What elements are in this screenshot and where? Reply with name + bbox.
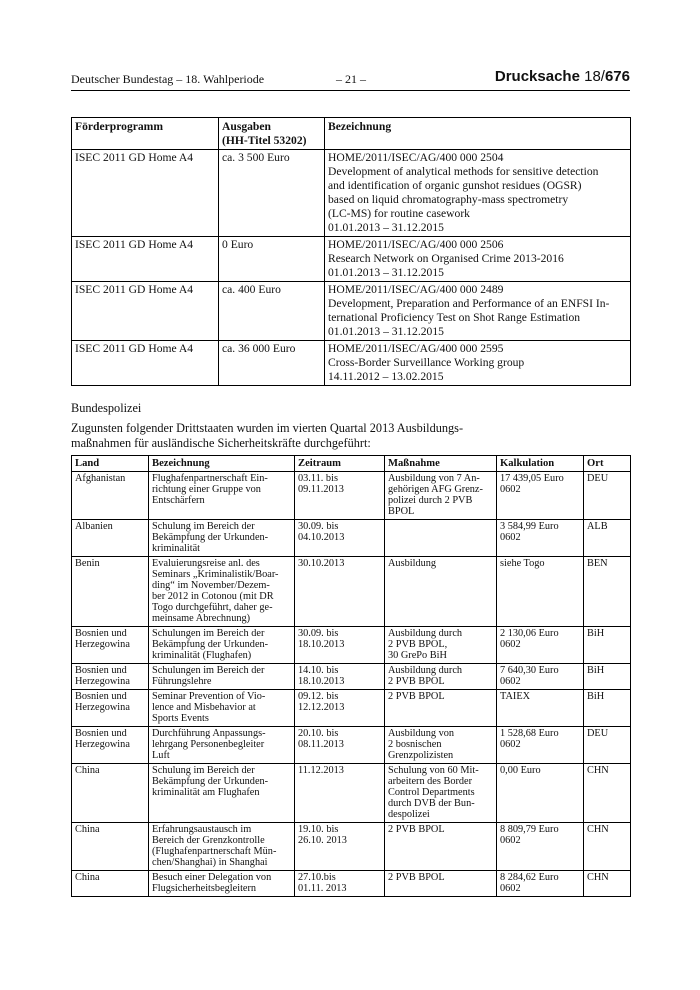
table-row: [72, 764, 631, 823]
training-table-header: [72, 456, 631, 472]
table-row: [72, 557, 631, 627]
training-cell: Ausbildung von 2 bosnischen Grenzpolizisten: [385, 727, 497, 764]
training-cell: 8 284,62 Euro 0602: [497, 871, 584, 897]
funding-cell: ca. 400 Euro: [219, 282, 325, 341]
table-row: [72, 150, 631, 237]
funding-cell: ISEC 2011 GD Home A4: [72, 237, 219, 282]
table-row: [72, 627, 631, 664]
header-doc-num: 676: [604, 68, 630, 85]
training-cell: CHN: [584, 823, 631, 871]
table-row: [72, 727, 631, 764]
training-header-cell: Zeitraum: [295, 456, 385, 472]
funding-cell: ISEC 2011 GD Home A4: [72, 341, 219, 386]
training-cell: Bosnien und Herzegowina: [72, 727, 149, 764]
training-cell: DEU: [584, 727, 631, 764]
table-row: [72, 472, 631, 520]
training-cell: Flughafenpartnerschaft Ein- richtung einer Gruppe von Entschärfern: [149, 472, 295, 520]
training-header-cell: Land: [72, 456, 149, 472]
table-row: [72, 282, 631, 341]
training-cell: Albanien: [72, 520, 149, 557]
training-cell: siehe Togo: [497, 557, 584, 627]
training-cell: China: [72, 764, 149, 823]
training-cell: China: [72, 823, 149, 871]
training-cell: 1 528,68 Euro 0602: [497, 727, 584, 764]
funding-cell: ISEC 2011 GD Home A4: [72, 282, 219, 341]
training-cell: DEU: [584, 472, 631, 520]
training-cell: 2 PVB BPOL: [385, 871, 497, 897]
training-header-cell: Maßnahme: [385, 456, 497, 472]
training-cell: CHN: [584, 764, 631, 823]
funding-header-cell: Förderprogramm: [72, 118, 219, 150]
header-publication: Deutscher Bundestag – 18. Wahlperiode: [71, 72, 265, 86]
header-rule: [71, 90, 630, 91]
training-cell: Bosnien und Herzegowina: [72, 664, 149, 690]
header-doc-label: Drucksache: [494, 68, 580, 85]
training-cell: 7 640,30 Euro 0602: [497, 664, 584, 690]
table-row: [72, 520, 631, 557]
funding-header-cell: Ausgaben (HH-Titel 53202): [219, 118, 325, 150]
training-cell: TAIEX: [497, 690, 584, 727]
funding-cell: HOME/2011/ISEC/AG/400 000 2504 Development of analytical methods for sensitive detection and identification of organic gunshot residues (OGSR) based on liquid chromatography-mass spectrometry (LC-MS) for routine casework 01.01.2013 – 31.12.2015: [325, 150, 631, 237]
training-cell: Schulung im Bereich der Bekämpfung der Urkunden- kriminalität am Flughafen: [149, 764, 295, 823]
header-doc-prefix: 18/: [584, 68, 605, 85]
training-cell: Schulungen im Bereich der Führungslehre: [149, 664, 295, 690]
funding-cell: 0 Euro: [219, 237, 325, 282]
table-row: [72, 237, 631, 282]
training-cell: 20.10. bis 08.11.2013: [295, 727, 385, 764]
training-cell: Schulung von 60 Mit- arbeitern des Border Control Departments durch DVB der Bun- despolizei: [385, 764, 497, 823]
training-cell: 3 584,99 Euro 0602: [497, 520, 584, 557]
training-header-cell: Ort: [584, 456, 631, 472]
training-cell: Durchführung Anpassungs- lehrgang Personenbegleiter Luft: [149, 727, 295, 764]
training-cell: 30.10.2013: [295, 557, 385, 627]
table-row: [72, 664, 631, 690]
section-title: Bundespolizei: [71, 401, 142, 415]
table-row: [72, 690, 631, 727]
funding-table-header: [72, 118, 631, 150]
training-cell: China: [72, 871, 149, 897]
training-cell: Ausbildung: [385, 557, 497, 627]
table-row: [72, 341, 631, 386]
header-page-number: – 21 –: [336, 72, 366, 86]
training-table: [71, 455, 631, 897]
training-cell: 2 130,06 Euro 0602: [497, 627, 584, 664]
training-cell: Evaluierungsreise anl. des Seminars „Kriminalistik/Boar- ding“ im November/Dezem- ber 2012 in Cotonou (mit DR Togo durchgeführt, daher ge- meinsame Abrechnung): [149, 557, 295, 627]
funding-cell: ca. 3 500 Euro: [219, 150, 325, 237]
training-cell: Bosnien und Herzegowina: [72, 690, 149, 727]
funding-table: [71, 117, 631, 386]
training-cell: CHN: [584, 871, 631, 897]
training-cell: BiH: [584, 627, 631, 664]
training-cell: Afghanistan: [72, 472, 149, 520]
training-cell: BiH: [584, 690, 631, 727]
training-cell: Schulungen im Bereich der Bekämpfung der Urkunden- kriminalität (Flughafen): [149, 627, 295, 664]
funding-cell: ISEC 2011 GD Home A4: [72, 150, 219, 237]
funding-cell: HOME/2011/ISEC/AG/400 000 2489 Development, Preparation and Performance of an ENFSI In- ternational Proficiency Test on Shot Range Estimation 01.01.2013 – 31.12.2015: [325, 282, 631, 341]
intro-paragraph: Zugunsten folgender Drittstaaten wurden im vierten Quartal 2013 Ausbildungs- maßnahmen für ausländische Sicherheitskräfte durchgeführt:: [71, 421, 464, 450]
training-cell: Benin: [72, 557, 149, 627]
training-cell: Ausbildung durch 2 PVB BPOL: [385, 664, 497, 690]
training-cell: [385, 520, 497, 557]
training-cell: 30.09. bis 04.10.2013: [295, 520, 385, 557]
funding-cell: ca. 36 000 Euro: [219, 341, 325, 386]
training-cell: ALB: [584, 520, 631, 557]
training-cell: BEN: [584, 557, 631, 627]
training-cell: 19.10. bis 26.10. 2013: [295, 823, 385, 871]
training-cell: Ausbildung durch 2 PVB BPOL, 30 GrePo BiH: [385, 627, 497, 664]
training-header-cell: Bezeichnung: [149, 456, 295, 472]
header-document-number: [495, 68, 630, 85]
training-cell: 09.12. bis 12.12.2013: [295, 690, 385, 727]
page-header: [71, 68, 630, 88]
table-row: [72, 823, 631, 871]
training-cell: 03.11. bis 09.11.2013: [295, 472, 385, 520]
training-cell: 17 439,05 Euro 0602: [497, 472, 584, 520]
training-cell: 8 809,79 Euro 0602: [497, 823, 584, 871]
training-cell: 14.10. bis 18.10.2013: [295, 664, 385, 690]
training-cell: Schulung im Bereich der Bekämpfung der Urkunden- kriminalität: [149, 520, 295, 557]
training-cell: Bosnien und Herzegowina: [72, 627, 149, 664]
training-cell: Ausbildung von 7 An- gehörigen AFG Grenz- polizei durch 2 PVB BPOL: [385, 472, 497, 520]
training-cell: Besuch einer Delegation von Flugsicherheitsbegleitern: [149, 871, 295, 897]
training-cell: 30.09. bis 18.10.2013: [295, 627, 385, 664]
training-header-cell: Kalkulation: [497, 456, 584, 472]
training-cell: Seminar Prevention of Vio- lence and Misbehavior at Sports Events: [149, 690, 295, 727]
training-cell: 11.12.2013: [295, 764, 385, 823]
funding-cell: HOME/2011/ISEC/AG/400 000 2506 Research Network on Organised Crime 2013-2016 01.01.2013 – 31.12.2015: [325, 237, 631, 282]
training-cell: Erfahrungsaustausch im Bereich der Grenzkontrolle (Flughafenpartnerschaft Mün- chen/Shanghai) in Shanghai: [149, 823, 295, 871]
funding-cell: HOME/2011/ISEC/AG/400 000 2595 Cross-Border Surveillance Working group 14.11.2012 – 13.02.2015: [325, 341, 631, 386]
training-cell: 2 PVB BPOL: [385, 823, 497, 871]
table-row: [72, 871, 631, 897]
training-cell: BiH: [584, 664, 631, 690]
training-cell: 0,00 Euro: [497, 764, 584, 823]
training-cell: 27.10.bis 01.11. 2013: [295, 871, 385, 897]
funding-header-cell: Bezeichnung: [325, 118, 631, 150]
training-cell: 2 PVB BPOL: [385, 690, 497, 727]
